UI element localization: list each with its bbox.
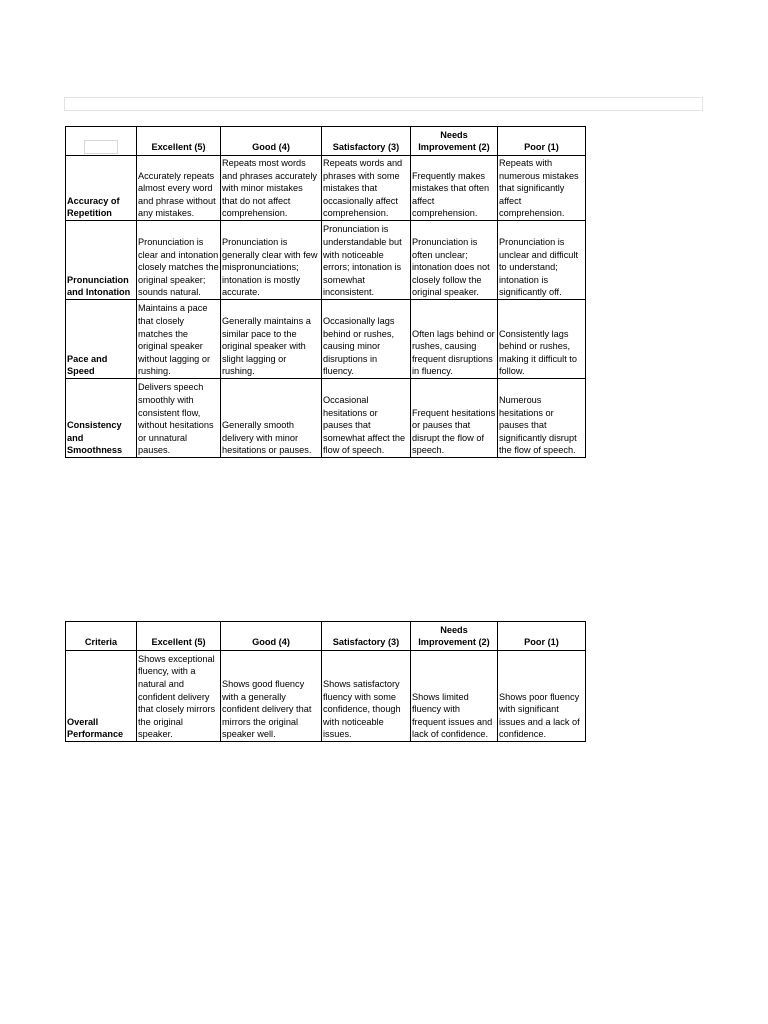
- header-cell: Good (4): [221, 622, 322, 651]
- header-cell: Good (4): [221, 127, 322, 156]
- table-cell: Pronunciation is generally clear with few mispronunciations; intonation is mostly accurate.: [221, 221, 322, 300]
- header-blank: [66, 127, 137, 156]
- table-cell: Pronunciation is clear and intonation closely matches the original speaker; sounds natural.: [137, 221, 221, 300]
- criterion-cell: Consistency and Smoothness: [66, 379, 137, 458]
- header-cell: Needs Improvement (2): [411, 622, 498, 651]
- header-cell: Needs Improvement (2): [411, 127, 498, 156]
- table-cell: Frequently makes mistakes that often affect comprehension.: [411, 156, 498, 221]
- header-cell: Excellent (5): [137, 622, 221, 651]
- table-cell: Repeats with numerous mistakes that significantly affect comprehension.: [498, 156, 586, 221]
- table-row: [66, 156, 586, 221]
- table-row: [66, 651, 586, 742]
- criterion-cell: Pronunciation and Intonation: [66, 221, 137, 300]
- table-cell: Occasionally lags behind or rushes, causing minor disruptions in fluency.: [322, 300, 411, 379]
- header-cell: Excellent (5): [137, 127, 221, 156]
- table-cell: Shows limited fluency with frequent issues and lack of confidence.: [411, 651, 498, 742]
- table-cell: Pronunciation is unclear and difficult to understand; intonation is significantly off.: [498, 221, 586, 300]
- table-cell: Shows poor fluency with significant issues and a lack of confidence.: [498, 651, 586, 742]
- table-cell: Generally smooth delivery with minor hesitations or pauses.: [221, 379, 322, 458]
- table-cell: Occasional hesitations or pauses that somewhat affect the flow of speech.: [322, 379, 411, 458]
- table-cell: Repeats most words and phrases accurately with minor mistakes that do not affect comprehension.: [221, 156, 322, 221]
- header-cell: Satisfactory (3): [322, 622, 411, 651]
- rubric-table-1: [65, 126, 586, 458]
- criterion-cell: Pace and Speed: [66, 300, 137, 379]
- header-cell: Criteria: [66, 622, 137, 651]
- table-cell: Numerous hesitations or pauses that significantly disrupt the flow of speech.: [498, 379, 586, 458]
- criterion-cell: Accuracy of Repetition: [66, 156, 137, 221]
- table-cell: Often lags behind or rushes, causing frequent disruptions in fluency.: [411, 300, 498, 379]
- table-cell: Accurately repeats almost every word and phrase without any mistakes.: [137, 156, 221, 221]
- table-row: [66, 221, 586, 300]
- header-cell: Poor (1): [498, 622, 586, 651]
- rubric-table-2: [65, 621, 586, 742]
- table-cell: Maintains a pace that closely matches the original speaker without lagging or rushing.: [137, 300, 221, 379]
- header-cell: Satisfactory (3): [322, 127, 411, 156]
- table-cell: Frequent hesitations or pauses that disrupt the flow of speech.: [411, 379, 498, 458]
- table-row: [66, 379, 586, 458]
- table-cell: Repeats words and phrases with some mistakes that occasionally affect comprehension.: [322, 156, 411, 221]
- table-cell: Pronunciation is understandable but with noticeable errors; intonation is somewhat inconsistent.: [322, 221, 411, 300]
- table-cell: Shows satisfactory fluency with some confidence, though with noticeable issues.: [322, 651, 411, 742]
- criterion-cell: Overall Performance: [66, 651, 137, 742]
- table-cell: Generally maintains a similar pace to the original speaker with slight lagging or rushing.: [221, 300, 322, 379]
- table-cell: Shows good fluency with a generally confident delivery that mirrors the original speaker well.: [221, 651, 322, 742]
- table-header-row: [66, 127, 586, 156]
- table-cell: Delivers speech smoothly with consistent flow, without hesitations or unnatural pauses.: [137, 379, 221, 458]
- blank-label-box: [84, 140, 118, 154]
- table-cell: Shows exceptional fluency, with a natural and confident delivery that closely mirrors the original speaker.: [137, 651, 221, 742]
- table-header-row: [66, 622, 586, 651]
- header-cell: Poor (1): [498, 127, 586, 156]
- header-bar: [64, 97, 703, 111]
- table-cell: Consistently lags behind or rushes, making it difficult to follow.: [498, 300, 586, 379]
- table-row: [66, 300, 586, 379]
- table-cell: Pronunciation is often unclear; intonation does not closely follow the original speaker.: [411, 221, 498, 300]
